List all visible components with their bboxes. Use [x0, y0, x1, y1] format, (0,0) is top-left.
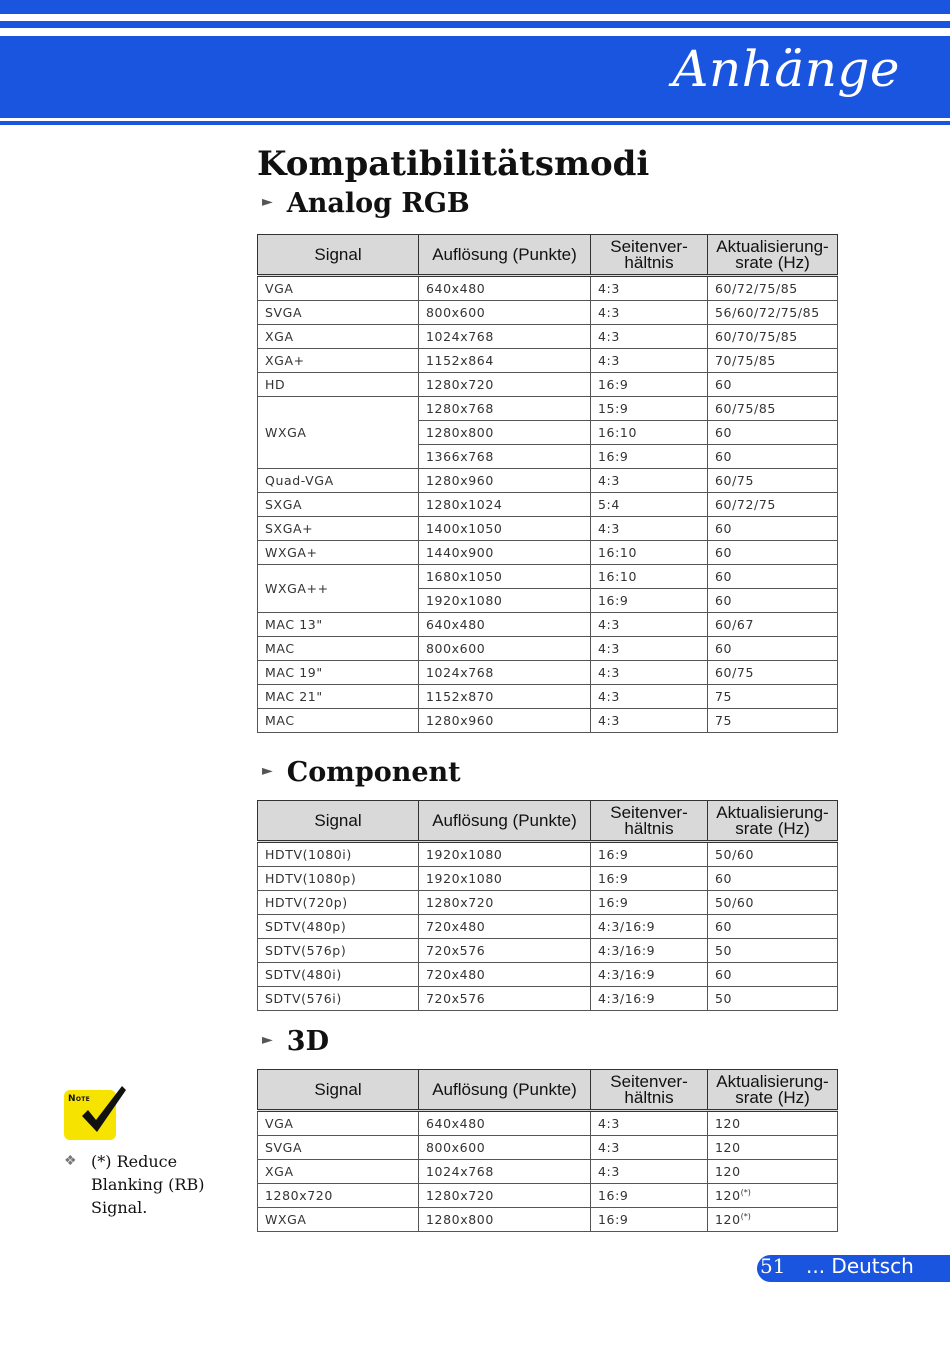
cell-aspect-ratio: 4:3 [591, 276, 708, 301]
cell-refresh-rate [708, 1208, 838, 1232]
table-row [258, 842, 838, 867]
cell-refresh-rate: 75 [708, 685, 838, 709]
cell-aspect-ratio: 4:3 [591, 1136, 708, 1160]
cell-aspect-ratio: 16:10 [591, 541, 708, 565]
triangle-right-icon: ► [262, 193, 273, 210]
cell-aspect-ratio: 4:3 [591, 517, 708, 541]
cell-refresh-rate: 50/60 [708, 842, 838, 867]
note-body: (*) Reduce Blanking (RB) Signal. [91, 1152, 205, 1217]
col-refresh [708, 1070, 838, 1111]
component-table [257, 800, 838, 1011]
cell-refresh-rate: 60 [708, 589, 838, 613]
cell-signal: XGA [258, 325, 419, 349]
cell-aspect-ratio: 4:3 [591, 301, 708, 325]
cell-signal: XGA [258, 1160, 419, 1184]
triangle-right-icon: ► [262, 1031, 273, 1048]
col-signal: Signal [258, 801, 419, 842]
cell-refresh-rate: 60/75/85 [708, 397, 838, 421]
cell-signal: WXGA [258, 397, 419, 469]
cell-resolution: 720x576 [419, 939, 591, 963]
cell-refresh-rate: 70/75/85 [708, 349, 838, 373]
footnote-mark: (*) [740, 1188, 751, 1197]
col-aspect-line2: hältnis [624, 1087, 674, 1107]
cell-signal: MAC [258, 637, 419, 661]
table-row [258, 613, 838, 637]
col-aspect [591, 801, 708, 842]
cell-aspect-ratio: 16:10 [591, 565, 708, 589]
cell-signal: SDTV(480p) [258, 915, 419, 939]
cell-resolution: 800x600 [419, 301, 591, 325]
cell-resolution: 1920x1080 [419, 842, 591, 867]
table-row [258, 709, 838, 733]
page-title: Kompatibilitätsmodi [257, 144, 650, 184]
col-refresh-line2: srate (Hz) [735, 252, 810, 272]
cell-aspect-ratio: 4:3 [591, 685, 708, 709]
table-row [258, 1184, 838, 1208]
cell-aspect-ratio: 16:9 [591, 445, 708, 469]
cell-aspect-ratio: 4:3 [591, 349, 708, 373]
table-row [258, 469, 838, 493]
cell-refresh-rate: 60/72/75 [708, 493, 838, 517]
footnote-mark: (*) [740, 1212, 751, 1221]
col-aspect [591, 235, 708, 276]
cell-signal: VGA [258, 1111, 419, 1136]
cell-refresh-rate: 60 [708, 637, 838, 661]
cell-aspect-ratio: 16:9 [591, 589, 708, 613]
triangle-right-icon: ► [262, 762, 273, 779]
header-title: Anhänge [672, 40, 900, 98]
table-row [258, 349, 838, 373]
cell-resolution: 1280x960 [419, 469, 591, 493]
col-signal: Signal [258, 235, 419, 276]
header-stripe-thin [0, 21, 950, 28]
cell-resolution: 640x480 [419, 1111, 591, 1136]
cell-resolution: 1280x720 [419, 373, 591, 397]
cell-aspect-ratio: 4:3 [591, 661, 708, 685]
col-refresh-line1: Aktualisierung- [716, 236, 829, 256]
col-aspect-line2: hältnis [624, 818, 674, 838]
cell-refresh-rate: 60/72/75/85 [708, 276, 838, 301]
table-row [258, 963, 838, 987]
col-aspect-line1: Seitenver- [610, 802, 688, 822]
table-row [258, 493, 838, 517]
cell-refresh-rate: 60 [708, 541, 838, 565]
col-aspect-line1: Seitenver- [610, 236, 688, 256]
cell-signal: MAC 13" [258, 613, 419, 637]
cell-aspect-ratio: 16:9 [591, 891, 708, 915]
cell-refresh-rate: 60/75 [708, 469, 838, 493]
cell-signal: SDTV(576i) [258, 987, 419, 1011]
header-stripe-bottom [0, 121, 950, 125]
cell-aspect-ratio: 4:3 [591, 469, 708, 493]
cell-signal: SDTV(576p) [258, 939, 419, 963]
cell-refresh-rate: 60 [708, 445, 838, 469]
cell-signal: WXGA [258, 1208, 419, 1232]
cell-resolution: 1440x900 [419, 541, 591, 565]
cell-aspect-ratio: 15:9 [591, 397, 708, 421]
cell-refresh-rate: 50/60 [708, 891, 838, 915]
col-refresh-line2: srate (Hz) [735, 818, 810, 838]
section-component [262, 757, 461, 788]
col-aspect-line2: hältnis [624, 252, 674, 272]
footer-language: ... Deutsch [806, 1254, 914, 1278]
page-number: 51 [760, 1254, 786, 1278]
table-row [258, 1111, 838, 1136]
table-row [258, 915, 838, 939]
cell-resolution: 1152x870 [419, 685, 591, 709]
cell-refresh-rate: 120 [708, 1160, 838, 1184]
table-row [258, 1160, 838, 1184]
cell-resolution: 1280x768 [419, 397, 591, 421]
cell-resolution: 1920x1080 [419, 867, 591, 891]
table-header-row [258, 801, 838, 842]
cell-signal: 1280x720 [258, 1184, 419, 1208]
cell-resolution: 1024x768 [419, 325, 591, 349]
cell-signal: SVGA [258, 301, 419, 325]
table-row [258, 565, 838, 589]
cell-resolution: 1280x720 [419, 891, 591, 915]
cell-refresh-rate: 60 [708, 963, 838, 987]
table-header-row [258, 235, 838, 276]
cell-signal: SVGA [258, 1136, 419, 1160]
cell-signal: SXGA+ [258, 517, 419, 541]
table-row [258, 517, 838, 541]
cell-aspect-ratio: 4:3/16:9 [591, 987, 708, 1011]
cell-aspect-ratio: 5:4 [591, 493, 708, 517]
cell-resolution: 640x480 [419, 613, 591, 637]
cell-refresh-rate: 60 [708, 915, 838, 939]
cell-resolution: 1152x864 [419, 349, 591, 373]
header-stripe-top [0, 0, 950, 14]
table-row [258, 685, 838, 709]
cell-aspect-ratio: 4:3 [591, 1160, 708, 1184]
cell-resolution: 1024x768 [419, 1160, 591, 1184]
cell-refresh-rate: 60 [708, 867, 838, 891]
cell-signal: MAC 21" [258, 685, 419, 709]
cell-signal: MAC 19" [258, 661, 419, 685]
note-text [64, 1150, 254, 1219]
cell-resolution: 1920x1080 [419, 589, 591, 613]
cell-aspect-ratio: 4:3 [591, 613, 708, 637]
table-row [258, 891, 838, 915]
cell-signal: WXGA+ [258, 541, 419, 565]
col-refresh [708, 801, 838, 842]
col-refresh [708, 235, 838, 276]
cell-signal: SXGA [258, 493, 419, 517]
col-resolution: Auflösung (Punkte) [419, 235, 591, 276]
table-row [258, 661, 838, 685]
cell-resolution: 800x600 [419, 1136, 591, 1160]
table-row [258, 397, 838, 421]
cell-resolution: 720x480 [419, 963, 591, 987]
cell-refresh-rate: 56/60/72/75/85 [708, 301, 838, 325]
table-row [258, 637, 838, 661]
checkmark-icon [78, 1080, 128, 1138]
table-row [258, 987, 838, 1011]
cell-resolution: 1280x720 [419, 1184, 591, 1208]
cell-signal: Quad-VGA [258, 469, 419, 493]
cell-aspect-ratio: 4:3 [591, 709, 708, 733]
cell-resolution: 720x576 [419, 987, 591, 1011]
col-aspect-line1: Seitenver- [610, 1071, 688, 1091]
3d-table [257, 1069, 838, 1232]
cell-refresh-rate: 60 [708, 517, 838, 541]
cell-resolution: 1366x768 [419, 445, 591, 469]
cell-aspect-ratio: 4:3 [591, 325, 708, 349]
cell-refresh-rate: 75 [708, 709, 838, 733]
cell-refresh-rate: 50 [708, 987, 838, 1011]
section-title: Component [286, 757, 461, 788]
cell-refresh-rate: 60/67 [708, 613, 838, 637]
cell-resolution: 1280x960 [419, 709, 591, 733]
section-analog-rgb [262, 188, 470, 219]
cell-aspect-ratio: 4:3/16:9 [591, 939, 708, 963]
cell-refresh-rate: 120 [708, 1136, 838, 1160]
table-row [258, 373, 838, 397]
cell-signal: WXGA++ [258, 565, 419, 613]
refresh-value: 120 [715, 1212, 741, 1227]
note-badge [64, 1090, 116, 1140]
col-resolution: Auflösung (Punkte) [419, 1070, 591, 1111]
col-refresh-line1: Aktualisierung- [716, 802, 829, 822]
cell-resolution: 720x480 [419, 915, 591, 939]
cell-aspect-ratio: 16:9 [591, 867, 708, 891]
cell-aspect-ratio: 4:3 [591, 637, 708, 661]
cell-refresh-rate: 50 [708, 939, 838, 963]
cell-aspect-ratio: 16:9 [591, 842, 708, 867]
table-row [258, 541, 838, 565]
section-title: 3D [286, 1026, 329, 1057]
cell-aspect-ratio: 4:3 [591, 1111, 708, 1136]
section-3d [262, 1026, 329, 1057]
cell-resolution: 1280x800 [419, 1208, 591, 1232]
component-rows [258, 842, 838, 1011]
table-row [258, 1136, 838, 1160]
table-row [258, 276, 838, 301]
cell-signal: HDTV(1080i) [258, 842, 419, 867]
cell-aspect-ratio: 16:9 [591, 1208, 708, 1232]
table-row [258, 301, 838, 325]
table-header-row [258, 1070, 838, 1111]
table-row [258, 325, 838, 349]
cell-signal: HD [258, 373, 419, 397]
cell-refresh-rate: 60/70/75/85 [708, 325, 838, 349]
diamond-bullet-icon: ❖ [64, 1153, 77, 1169]
cell-aspect-ratio: 16:9 [591, 1184, 708, 1208]
table-row [258, 1208, 838, 1232]
cell-refresh-rate: 60 [708, 421, 838, 445]
col-resolution: Auflösung (Punkte) [419, 801, 591, 842]
cell-signal: HDTV(720p) [258, 891, 419, 915]
col-aspect [591, 1070, 708, 1111]
cell-aspect-ratio: 4:3/16:9 [591, 915, 708, 939]
3d-rows [258, 1111, 838, 1232]
cell-signal: XGA+ [258, 349, 419, 373]
cell-aspect-ratio: 4:3/16:9 [591, 963, 708, 987]
analog-rgb-rows [258, 276, 838, 733]
cell-signal: VGA [258, 276, 419, 301]
cell-signal: HDTV(1080p) [258, 867, 419, 891]
cell-refresh-rate [708, 1184, 838, 1208]
cell-aspect-ratio: 16:10 [591, 421, 708, 445]
cell-signal: MAC [258, 709, 419, 733]
note-label: Note [68, 1094, 91, 1104]
cell-refresh-rate: 60 [708, 565, 838, 589]
col-refresh-line2: srate (Hz) [735, 1087, 810, 1107]
section-title: Analog RGB [286, 188, 470, 219]
cell-refresh-rate: 60 [708, 373, 838, 397]
table-row [258, 939, 838, 963]
cell-resolution: 1280x1024 [419, 493, 591, 517]
analog-rgb-table [257, 234, 838, 733]
cell-refresh-rate: 120 [708, 1111, 838, 1136]
table-row [258, 867, 838, 891]
cell-resolution: 800x600 [419, 637, 591, 661]
col-refresh-line1: Aktualisierung- [716, 1071, 829, 1091]
cell-resolution: 1680x1050 [419, 565, 591, 589]
cell-aspect-ratio: 16:9 [591, 373, 708, 397]
cell-resolution: 1024x768 [419, 661, 591, 685]
cell-resolution: 1280x800 [419, 421, 591, 445]
cell-resolution: 640x480 [419, 276, 591, 301]
cell-signal: SDTV(480i) [258, 963, 419, 987]
col-signal: Signal [258, 1070, 419, 1111]
refresh-value: 120 [715, 1188, 741, 1203]
cell-resolution: 1400x1050 [419, 517, 591, 541]
cell-refresh-rate: 60/75 [708, 661, 838, 685]
